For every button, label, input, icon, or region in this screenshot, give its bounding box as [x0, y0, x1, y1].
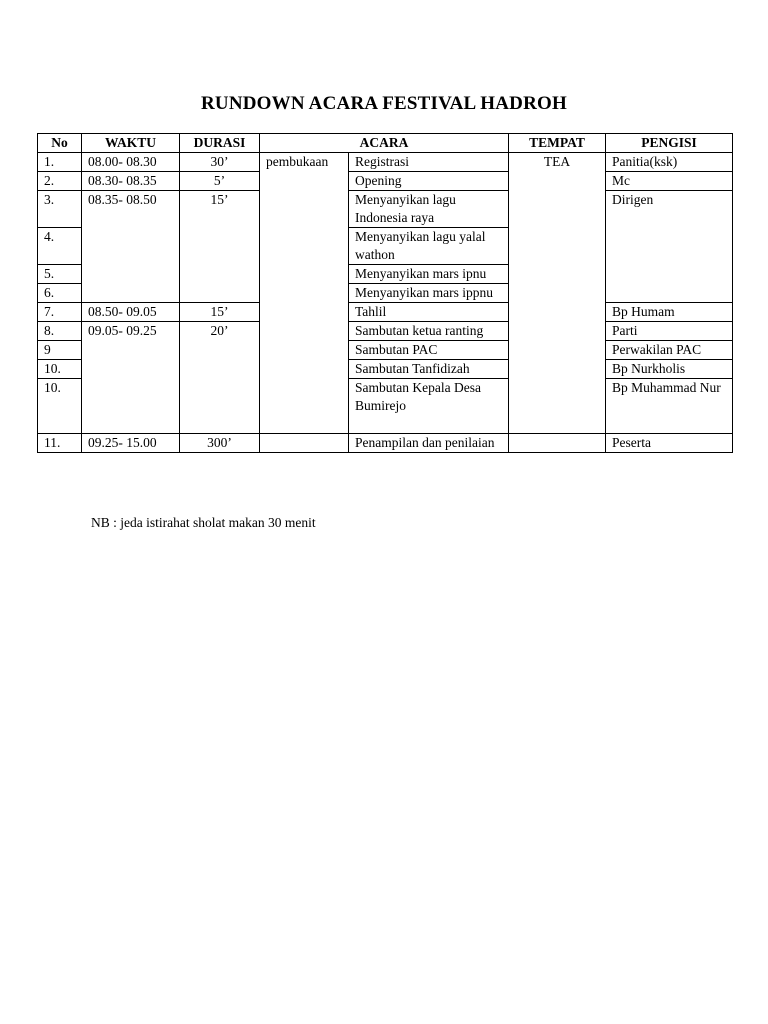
cell-acara: Sambutan Kepala Desa Bumirejo	[349, 379, 509, 434]
table-row	[38, 153, 733, 172]
cell-acara: Sambutan ketua ranting	[349, 322, 509, 341]
cell-durasi: 15’	[180, 303, 260, 322]
cell-no: 6.	[38, 284, 82, 303]
cell-no: 3.	[38, 191, 82, 228]
cell-durasi: 5’	[180, 172, 260, 191]
cell-no: 11.	[38, 434, 82, 453]
cell-acara: Registrasi	[349, 153, 509, 172]
table-row	[38, 434, 733, 453]
table-row	[38, 172, 733, 191]
cell-no: 10.	[38, 379, 82, 434]
cell-waktu: 08.50- 09.05	[82, 303, 180, 322]
cell-acara: Sambutan Tanfidizah	[349, 360, 509, 379]
header-pengisi: PENGISI	[606, 134, 733, 153]
cell-waktu: 09.05- 09.25	[82, 322, 180, 434]
cell-waktu: 08.00- 08.30	[82, 153, 180, 172]
cell-acara: Sambutan PAC	[349, 341, 509, 360]
header-tempat: TEMPAT	[509, 134, 606, 153]
cell-acara: Menyanyikan lagu Indonesia raya	[349, 191, 509, 228]
cell-pengisi: Panitia(ksk)	[606, 153, 733, 172]
cell-acara: Menyanyikan mars ippnu	[349, 284, 509, 303]
cell-durasi: 300’	[180, 434, 260, 453]
cell-pengisi: Bp Humam	[606, 303, 733, 322]
cell-tempat: TEA	[509, 153, 606, 434]
cell-pengisi: Dirigen	[606, 191, 733, 303]
page-title: RUNDOWN ACARA FESTIVAL HADROH	[201, 93, 567, 114]
cell-durasi: 20’	[180, 322, 260, 434]
header-durasi: DURASI	[180, 134, 260, 153]
table-row	[38, 322, 733, 341]
cell-no: 7.	[38, 303, 82, 322]
cell-waktu: 08.30- 08.35	[82, 172, 180, 191]
cell-acara: Opening	[349, 172, 509, 191]
cell-no: 2.	[38, 172, 82, 191]
cell-acara: Penampilan dan penilaian	[349, 434, 509, 453]
cell-no: 5.	[38, 265, 82, 284]
rundown-table	[37, 133, 733, 453]
table-header-row	[38, 134, 733, 153]
cell-no: 10.	[38, 360, 82, 379]
header-acara: ACARA	[260, 134, 509, 153]
cell-durasi: 15’	[180, 191, 260, 303]
cell-acara: Menyanyikan lagu yalal wathon	[349, 228, 509, 265]
cell-pengisi: Peserta	[606, 434, 733, 453]
cell-tempat	[509, 434, 606, 453]
cell-pengisi: Mc	[606, 172, 733, 191]
header-waktu: WAKTU	[82, 134, 180, 153]
table-row	[38, 303, 733, 322]
cell-pengisi: Parti	[606, 322, 733, 341]
cell-acara: Tahlil	[349, 303, 509, 322]
cell-pengisi: Bp Muhammad Nur	[606, 379, 733, 434]
cell-durasi: 30’	[180, 153, 260, 172]
cell-waktu: 09.25- 15.00	[82, 434, 180, 453]
header-no: No	[38, 134, 82, 153]
cell-acara: Menyanyikan mars ipnu	[349, 265, 509, 284]
cell-no: 1.	[38, 153, 82, 172]
cell-no: 4.	[38, 228, 82, 265]
cell-no: 9	[38, 341, 82, 360]
cell-waktu: 08.35- 08.50	[82, 191, 180, 303]
cell-section: pembukaan	[260, 153, 349, 434]
cell-pengisi: Perwakilan PAC	[606, 341, 733, 360]
footnote: NB : jeda istirahat sholat makan 30 menit	[91, 515, 316, 530]
cell-no: 8.	[38, 322, 82, 341]
cell-pengisi: Bp Nurkholis	[606, 360, 733, 379]
cell-section	[260, 434, 349, 453]
table-row	[38, 191, 733, 228]
